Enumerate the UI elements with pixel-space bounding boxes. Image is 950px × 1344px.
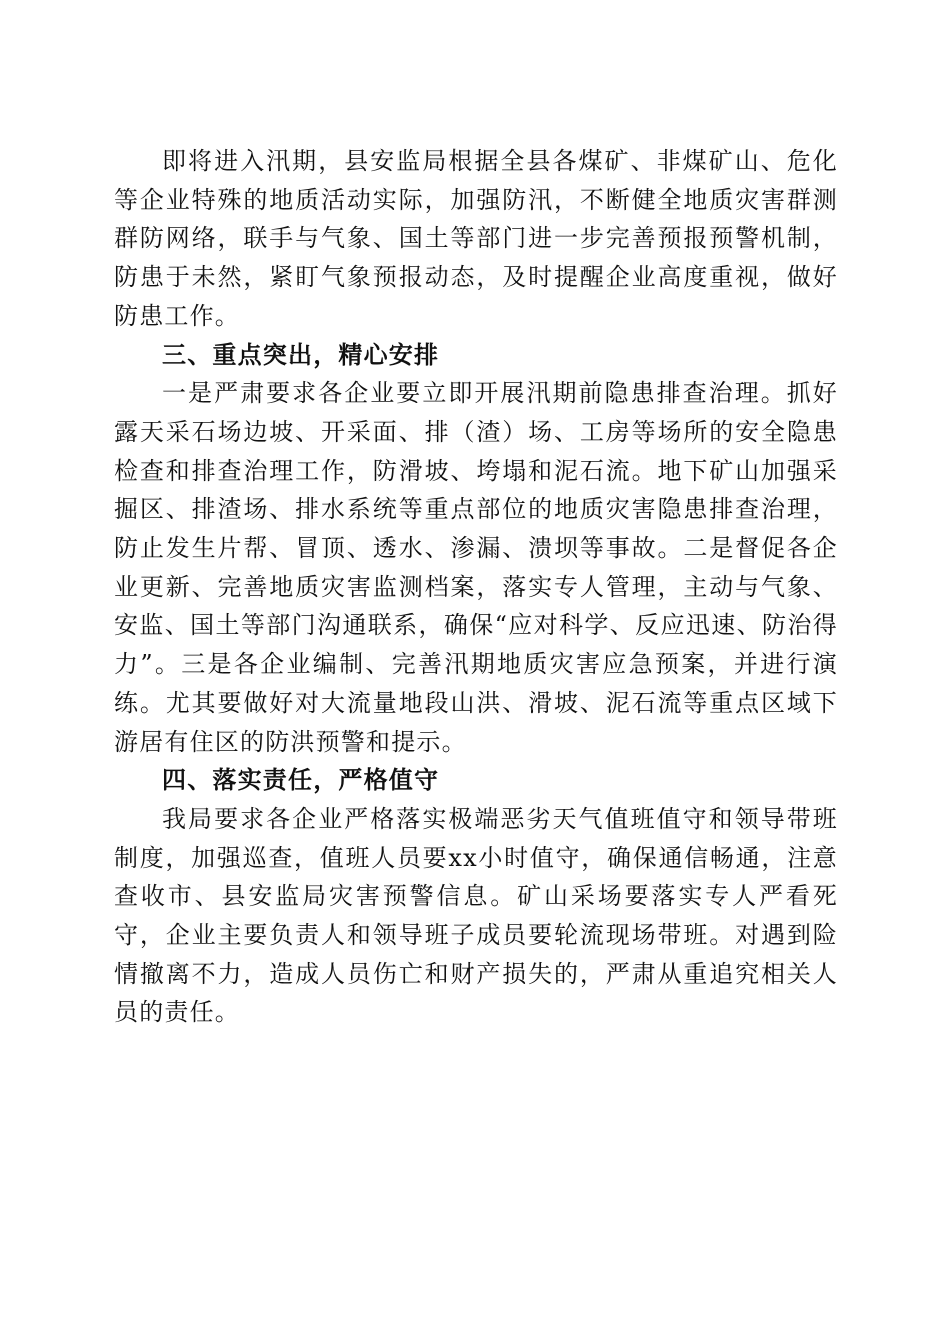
document-page	[114, 142, 838, 1032]
paragraph-duty-responsibility: 我局要求各企业严格落实极端恶劣天气值班值守和领导带班制度，加强巡查，值班人员要xx小时值守，确保通信畅通，注意查收市、县安监局灾害预警信息。矿山采场要落实专人严看死守，企业主要负责人和领导班子成员要轮流现场带班。对遇到险情撤离不力，造成人员伤亡和财产损失的，严肃从重追究相关人员的责任。	[114, 804, 838, 1027]
paragraph-key-arrangements: 一是严肃要求各企业要立即开展汛期前隐患排查治理。抓好露天采石场边坡、开采面、排（渣）场、工房等场所的安全隐患检查和排查治理工作，防滑坡、垮塌和泥石流。地下矿山加强采掘区、排渣场、排水系统等重点部位的地质灾害隐患排查治理，防止发生片帮、冒顶、透水、渗漏、溃坝等事故。二是督促各企业更新、完善地质灾害监测档案，落实专人管理，主动与气象、安监、国土等部门沟通联系，确保“应对科学、反应迅速、防治得力”。三是各企业编制、完善汛期地质灾害应急预案，并进行演练。尤其要做好对大流量地段山洪、滑坡、泥石流等重点区域下游居有住区的防洪预警和提示。	[114, 379, 838, 756]
section-heading-3: 三、重点突出，精心安排	[162, 340, 440, 369]
section-heading-4: 四、落实责任，严格值守	[162, 766, 440, 795]
paragraph-flood-season: 即将进入汛期，县安监局根据全县各煤矿、非煤矿山、危化等企业特殊的地质活动实际，加强防汛，不断健全地质灾害群测群防网络，联手与气象、国土等部门进一步完善预报预警机制，防患于未然，紧盯气象预报动态，及时提醒企业高度重视，做好防患工作。	[114, 147, 838, 330]
